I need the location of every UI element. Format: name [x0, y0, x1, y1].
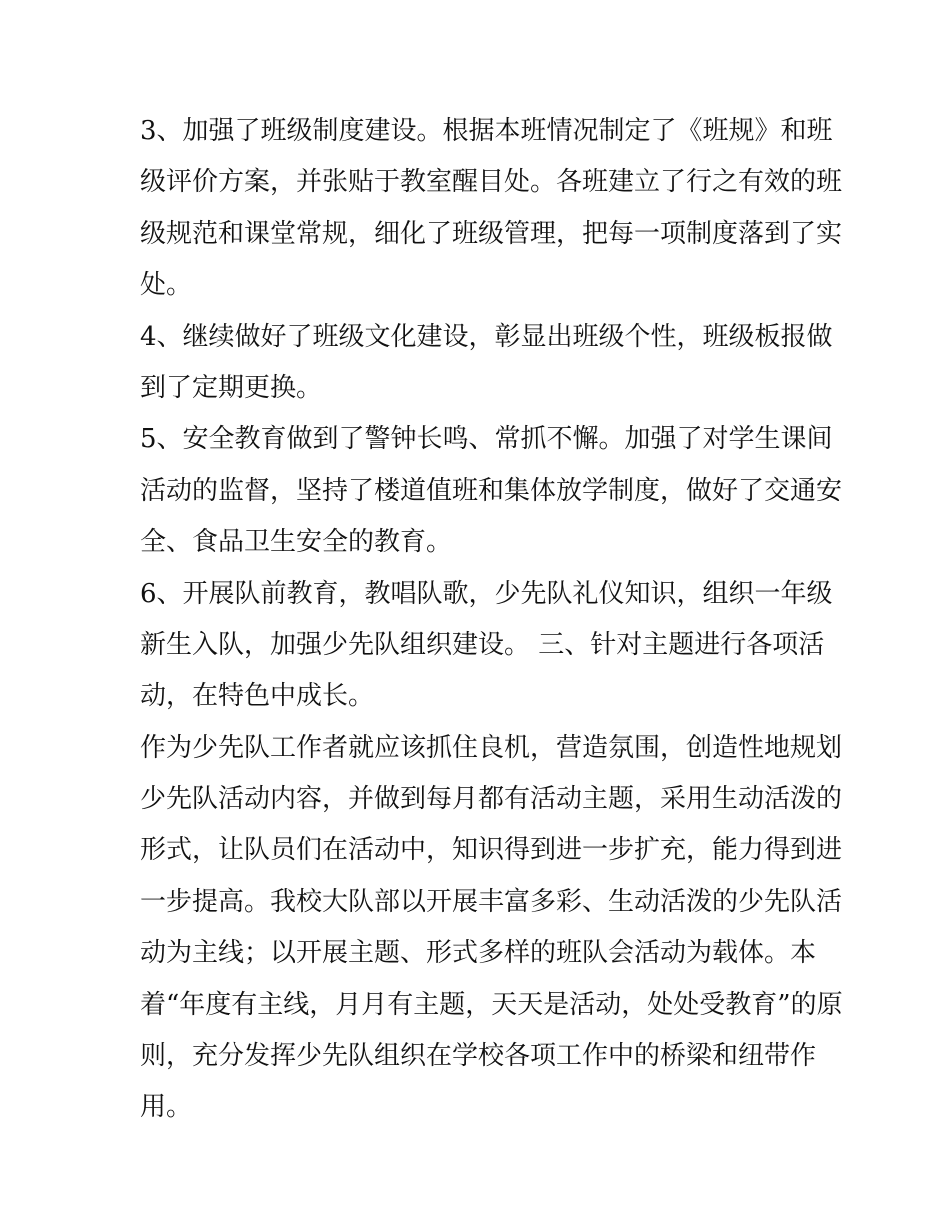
text-line: 着“年度有主线，月月有主题，天天是活动，处处受教育”的原 [140, 989, 843, 1020]
text-line: 处。 [140, 270, 193, 301]
text-line: 一步提高。我校大队部以开展丰富多彩、生动活泼的少先队活 [140, 886, 843, 917]
text-line: 新生入队，加强少先队组织建设。 三、针对主题进行各项活 [140, 629, 825, 660]
text-line: 形式，让队员们在活动中，知识得到进一步扩充，能力得到进 [140, 835, 843, 866]
document-body [140, 110, 843, 1138]
text-line: 作为少先队工作者就应该抓住良机，营造氛围，创造性地规划 [140, 732, 843, 763]
text-line: 动，在特色中成长。 [140, 681, 375, 712]
text-line: 级规范和课堂常规，细化了班级管理，把每一项制度落到了实 [140, 218, 843, 249]
text-line: 全、食品卫生安全的教育。 [140, 527, 453, 558]
text-line: 活动的监督，坚持了楼道值班和集体放学制度，做好了交通安 [140, 475, 843, 506]
text-line: 6、开展队前教育，教唱队歌，少先队礼仪知识，组织一年级 [140, 578, 833, 609]
text-line: 用。 [140, 1092, 193, 1123]
text-line: 4、继续做好了班级文化建设，彰显出班级个性，班级板报做 [140, 321, 833, 352]
text-line: 动为主线；以开展主题、形式多样的班队会活动为载体。本 [140, 938, 817, 969]
text-line: 级评价方案，并张贴于教室醒目处。各班建立了行之有效的班 [140, 167, 843, 198]
text-line: 5、安全教育做到了警钟长鸣、常抓不懈。加强了对学生课间 [140, 424, 833, 455]
text-line: 3、加强了班级制度建设。根据本班情况制定了《班规》和班 [140, 116, 833, 146]
text-line: 则，充分发挥少先队组织在学校各项工作中的桥梁和纽带作 [140, 1041, 817, 1072]
text-line: 少先队活动内容，并做到每月都有活动主题，采用生动活泼的 [140, 784, 843, 815]
text-line: 到了定期更换。 [140, 372, 323, 403]
